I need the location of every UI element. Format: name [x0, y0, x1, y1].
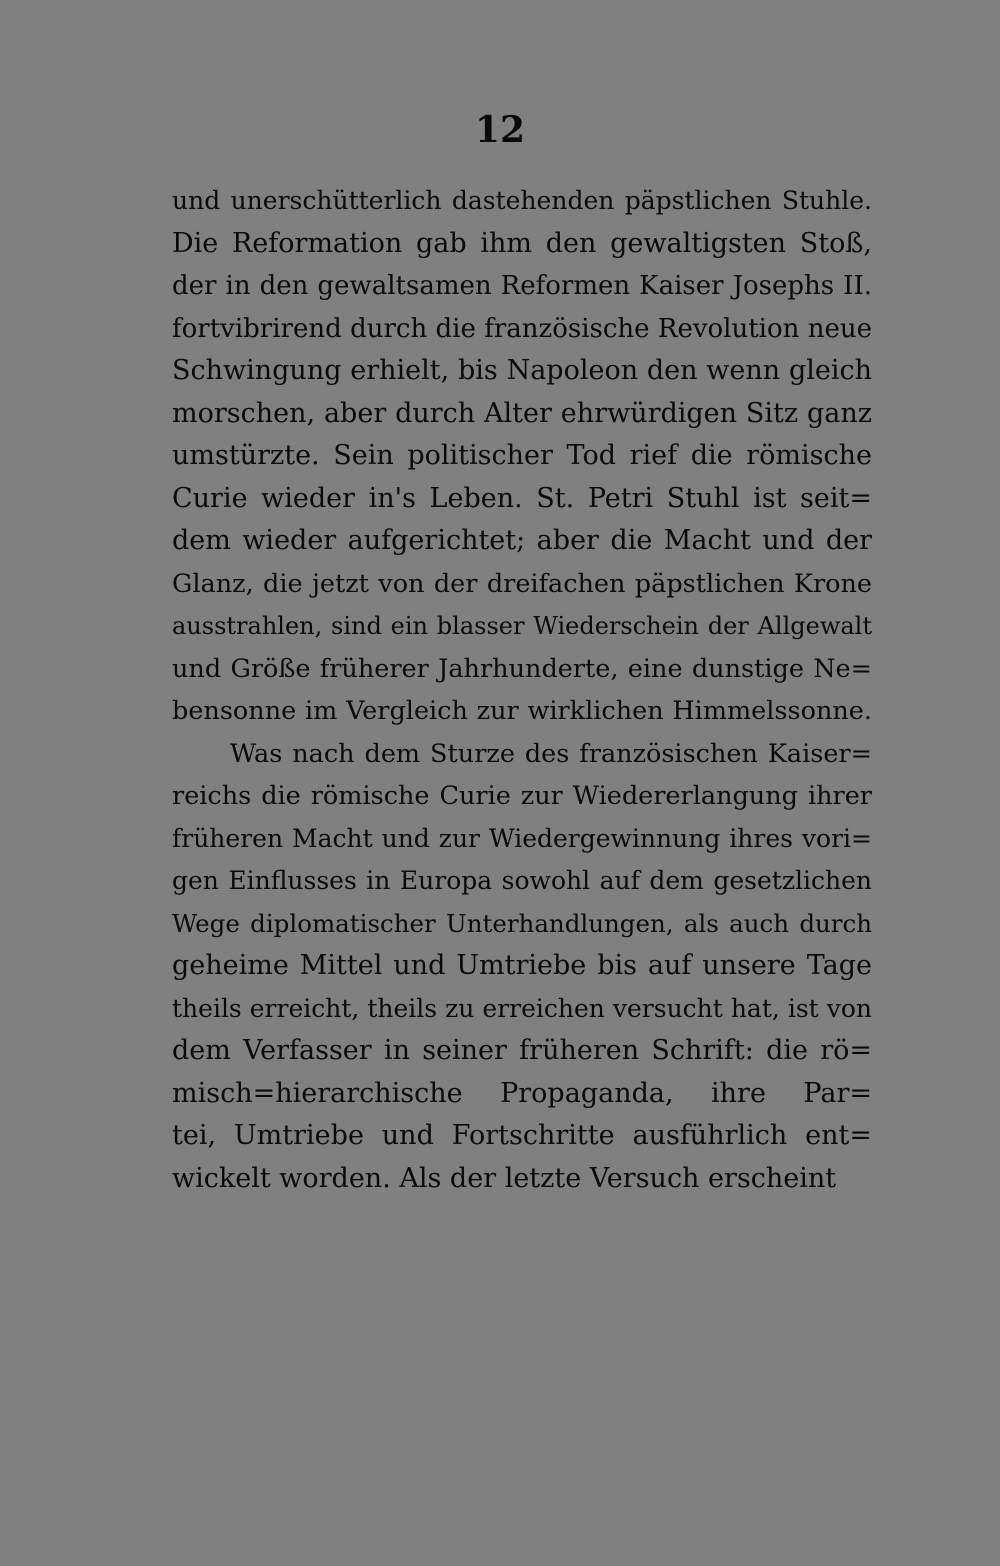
- text-line: theils erreicht, theils zu erreichen versucht hat, ist von: [172, 993, 872, 1023]
- text-line: Schwingung erhielt, bis Napoleon den wenn gleich: [172, 355, 872, 386]
- text-line: morschen, aber durch Alter ehrwürdigen Sitz ganz: [172, 397, 872, 429]
- text-line: geheime Mittel und Umtriebe bis auf unsere Tage: [172, 950, 872, 981]
- text-line: und unerschütterlich dastehenden päpstlichen Stuhle.: [172, 186, 872, 215]
- text-line: Glanz, die jetzt von der dreifachen päpstlichen Krone: [172, 568, 872, 599]
- text-line: ausstrahlen, sind ein blasser Wiederschein der Allgewalt: [172, 612, 872, 640]
- text-line: früheren Macht und zur Wiedergewinnung ihres vori=: [172, 823, 872, 853]
- paragraph-start-line: Was nach dem Sturze des französischen Kaiser=: [230, 738, 872, 769]
- text-line: fortvibrirend durch die französische Revolution neue: [172, 313, 872, 344]
- text-line: tei, Umtriebe und Fortschritte ausführlich ent=: [172, 1120, 872, 1151]
- text-line: dem Verfasser in seiner früheren Schrift: die rö=: [172, 1035, 872, 1066]
- text-line: dem wieder aufgerichtet; aber die Macht und der: [172, 525, 872, 556]
- text-line: reichs die römische Curie zur Wiedererlangung ihrer: [172, 781, 872, 811]
- text-line: gen Einflusses in Europa sowohl auf dem gesetzlichen: [172, 866, 872, 895]
- text-line: und Größe früherer Jahrhunderte, eine dunstige Ne=: [172, 653, 872, 684]
- text-line: bensonne im Vergleich zur wirklichen Himmelssonne.: [172, 696, 872, 726]
- text-line: Wege diplomatischer Unterhandlungen, als auch durch: [172, 908, 872, 938]
- text-line: wickelt worden. Als der letzte Versuch erscheint: [172, 1162, 837, 1194]
- text-line: umstürzte. Sein politischer Tod rief die römische: [172, 440, 872, 471]
- text-line: misch=hierarchische Propaganda, ihre Par=: [172, 1077, 872, 1109]
- text-line: Die Reformation gab ihm den gewaltigsten Stoß,: [172, 227, 872, 259]
- text-line: Curie wieder in's Leben. St. Petri Stuhl ist seit=: [172, 482, 872, 514]
- page-number: 12: [474, 109, 526, 151]
- body-text: [172, 180, 872, 1200]
- text-line: der in den gewaltsamen Reformen Kaiser Josephs II.: [172, 271, 872, 301]
